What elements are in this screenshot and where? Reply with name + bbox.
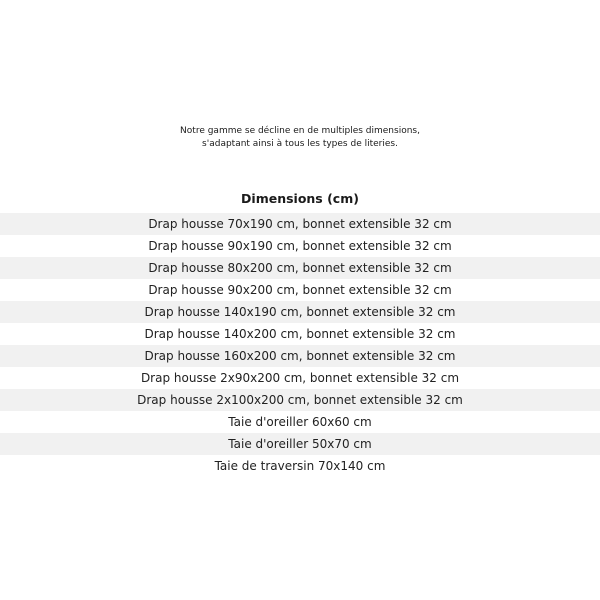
intro-text: [0, 125, 600, 151]
table-row: Drap housse 70x190 cm, bonnet extensible 32 cm: [0, 213, 600, 235]
intro-line-2: s'adaptant ainsi à tous les types de literies.: [202, 139, 398, 149]
table-row: Drap housse 80x200 cm, bonnet extensible 32 cm: [0, 257, 600, 279]
table-row: Drap housse 90x190 cm, bonnet extensible 32 cm: [0, 235, 600, 257]
dimensions-table: [0, 213, 600, 477]
table-row: Taie d'oreiller 50x70 cm: [0, 433, 600, 455]
table-row: Drap housse 160x200 cm, bonnet extensible 32 cm: [0, 345, 600, 367]
intro-line-1: Notre gamme se décline en de multiples dimensions,: [180, 126, 420, 136]
table-row: Taie d'oreiller 60x60 cm: [0, 411, 600, 433]
table-row: Drap housse 140x200 cm, bonnet extensible 32 cm: [0, 323, 600, 345]
dimensions-heading: Dimensions (cm): [241, 191, 359, 206]
table-row: Taie de traversin 70x140 cm: [0, 455, 600, 477]
table-row: Drap housse 2x100x200 cm, bonnet extensible 32 cm: [0, 389, 600, 411]
table-row: Drap housse 140x190 cm, bonnet extensible 32 cm: [0, 301, 600, 323]
table-row: Drap housse 2x90x200 cm, bonnet extensible 32 cm: [0, 367, 600, 389]
table-row: Drap housse 90x200 cm, bonnet extensible 32 cm: [0, 279, 600, 301]
